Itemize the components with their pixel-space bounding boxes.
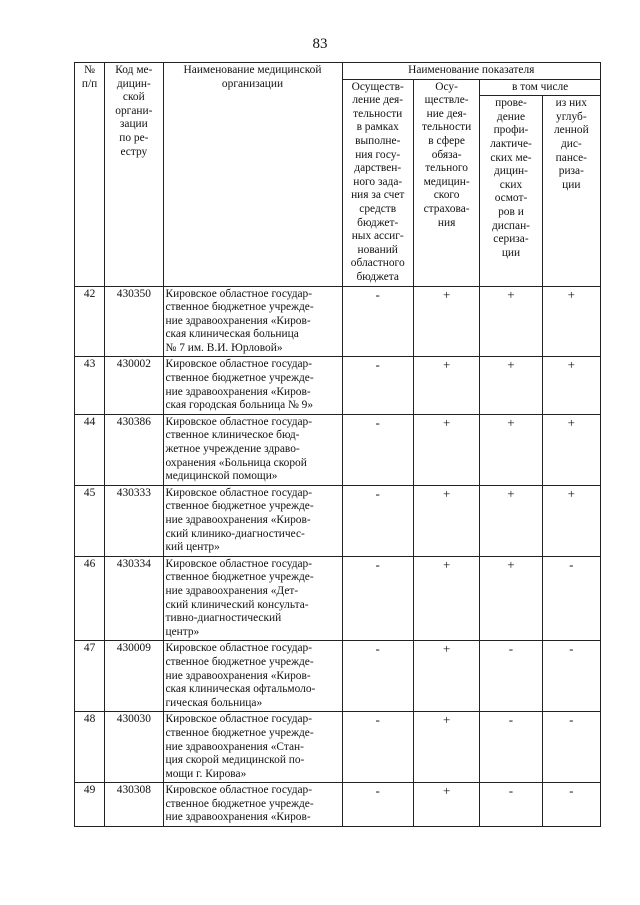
table-row — [75, 712, 601, 783]
organization-name: Кировское областное государ- ственное бюджетное учрежде- ние здравоохранения «Киров- ский клинико-диагностичес- кий центр» — [163, 485, 342, 556]
preventive-mark: + — [480, 556, 542, 641]
in-depth-mark: - — [542, 712, 600, 783]
preventive-mark: - — [480, 641, 542, 712]
header-oms-activity: Осу- ществле- ние дея- тельности в сфере обяза- тельного медицин- ского страхова- ния — [413, 79, 479, 286]
organization-code: 430002 — [105, 357, 163, 414]
in-depth-mark: - — [542, 556, 600, 641]
budget-mark: - — [342, 783, 413, 827]
header-in-depth-dispensary: из них углуб- ленной дис- пансе- риза- ции — [542, 96, 600, 286]
organization-name: Кировское областное государ- ственное бюджетное учрежде- ние здравоохранения «Стан- ция скорой медицинской по- мощи г. Кирова» — [163, 712, 342, 783]
organization-name: Кировское областное государ- ственное бюджетное учрежде- ние здравоохранения «Киров- ская клиническая офтальмоло- гическая больница» — [163, 641, 342, 712]
budget-mark: - — [342, 286, 413, 357]
header-in-that-number: в том числе — [480, 79, 601, 96]
organization-name: Кировское областное государ- ственное бюджетное учрежде- ние здравоохранения «Киров- — [163, 783, 342, 827]
organization-code: 430308 — [105, 783, 163, 827]
in-depth-mark: + — [542, 286, 600, 357]
row-number: 45 — [75, 485, 105, 556]
in-depth-mark: - — [542, 641, 600, 712]
row-number: 48 — [75, 712, 105, 783]
preventive-mark: - — [480, 783, 542, 827]
preventive-mark: + — [480, 414, 542, 485]
budget-mark: - — [342, 414, 413, 485]
oms-mark: + — [413, 641, 479, 712]
row-number: 42 — [75, 286, 105, 357]
table-row — [75, 485, 601, 556]
in-depth-mark: + — [542, 414, 600, 485]
organization-name: Кировское областное государ- ственное бюджетное учрежде- ние здравоохранения «Дет- ский клинический консульта- тивно-диагностический центр» — [163, 556, 342, 641]
preventive-mark: + — [480, 485, 542, 556]
oms-mark: + — [413, 357, 479, 414]
table-row — [75, 357, 601, 414]
organization-code: 430350 — [105, 286, 163, 357]
header-budget-activity: Осуществ- ление дея- тельности в рамках выполне- ния госу- дарствен- ного зада- ния за счет средств бюджет- ных ассиг- нований областного бюджета — [342, 79, 413, 286]
oms-mark: + — [413, 286, 479, 357]
in-depth-mark: + — [542, 357, 600, 414]
page-number: 83 — [312, 36, 328, 52]
organization-code: 430334 — [105, 556, 163, 641]
header-organization-code: Код ме- дицин- ской органи- зации по ре- естру — [105, 63, 163, 287]
organization-code: 430030 — [105, 712, 163, 783]
table-row — [75, 286, 601, 357]
organization-code: 430386 — [105, 414, 163, 485]
header-indicator-name: Наименование показателя — [342, 63, 600, 80]
table-row — [75, 641, 601, 712]
oms-mark: + — [413, 485, 479, 556]
row-number: 46 — [75, 556, 105, 641]
budget-mark: - — [342, 556, 413, 641]
oms-mark: + — [413, 556, 479, 641]
preventive-mark: + — [480, 357, 542, 414]
budget-mark: - — [342, 641, 413, 712]
organization-name: Кировское областное государ- ственное клиническое бюд- жетное учреждение здраво- охранения «Больница скорой медицинской помощи» — [163, 414, 342, 485]
oms-mark: + — [413, 783, 479, 827]
oms-mark: + — [413, 712, 479, 783]
row-number: 49 — [75, 783, 105, 827]
organization-code: 430333 — [105, 485, 163, 556]
preventive-mark: - — [480, 712, 542, 783]
organization-code: 430009 — [105, 641, 163, 712]
table-row — [75, 556, 601, 641]
table-row — [75, 414, 601, 485]
row-number: 44 — [75, 414, 105, 485]
in-depth-mark: - — [542, 783, 600, 827]
budget-mark: - — [342, 485, 413, 556]
header-row-number: № п/п — [75, 63, 105, 287]
header-organization-name: Наименование медицинской организации — [163, 63, 342, 287]
oms-mark: + — [413, 414, 479, 485]
budget-mark: - — [342, 357, 413, 414]
row-number: 43 — [75, 357, 105, 414]
budget-mark: - — [342, 712, 413, 783]
in-depth-mark: + — [542, 485, 600, 556]
table-row — [75, 783, 601, 827]
organization-name: Кировское областное государ- ственное бюджетное учрежде- ние здравоохранения «Киров- ская городская больница № 9» — [163, 357, 342, 414]
organization-name: Кировское областное государ- ственное бюджетное учрежде- ние здравоохранения «Киров- ская клиническая больница № 7 им. В.И. Юрловой» — [163, 286, 342, 357]
medical-organizations-table — [74, 62, 601, 827]
row-number: 47 — [75, 641, 105, 712]
preventive-mark: + — [480, 286, 542, 357]
header-preventive-exams: прове- дение профи- лактиче- ских ме- дицин- ских осмот- ров и диспан- сериза- ции — [480, 96, 542, 286]
